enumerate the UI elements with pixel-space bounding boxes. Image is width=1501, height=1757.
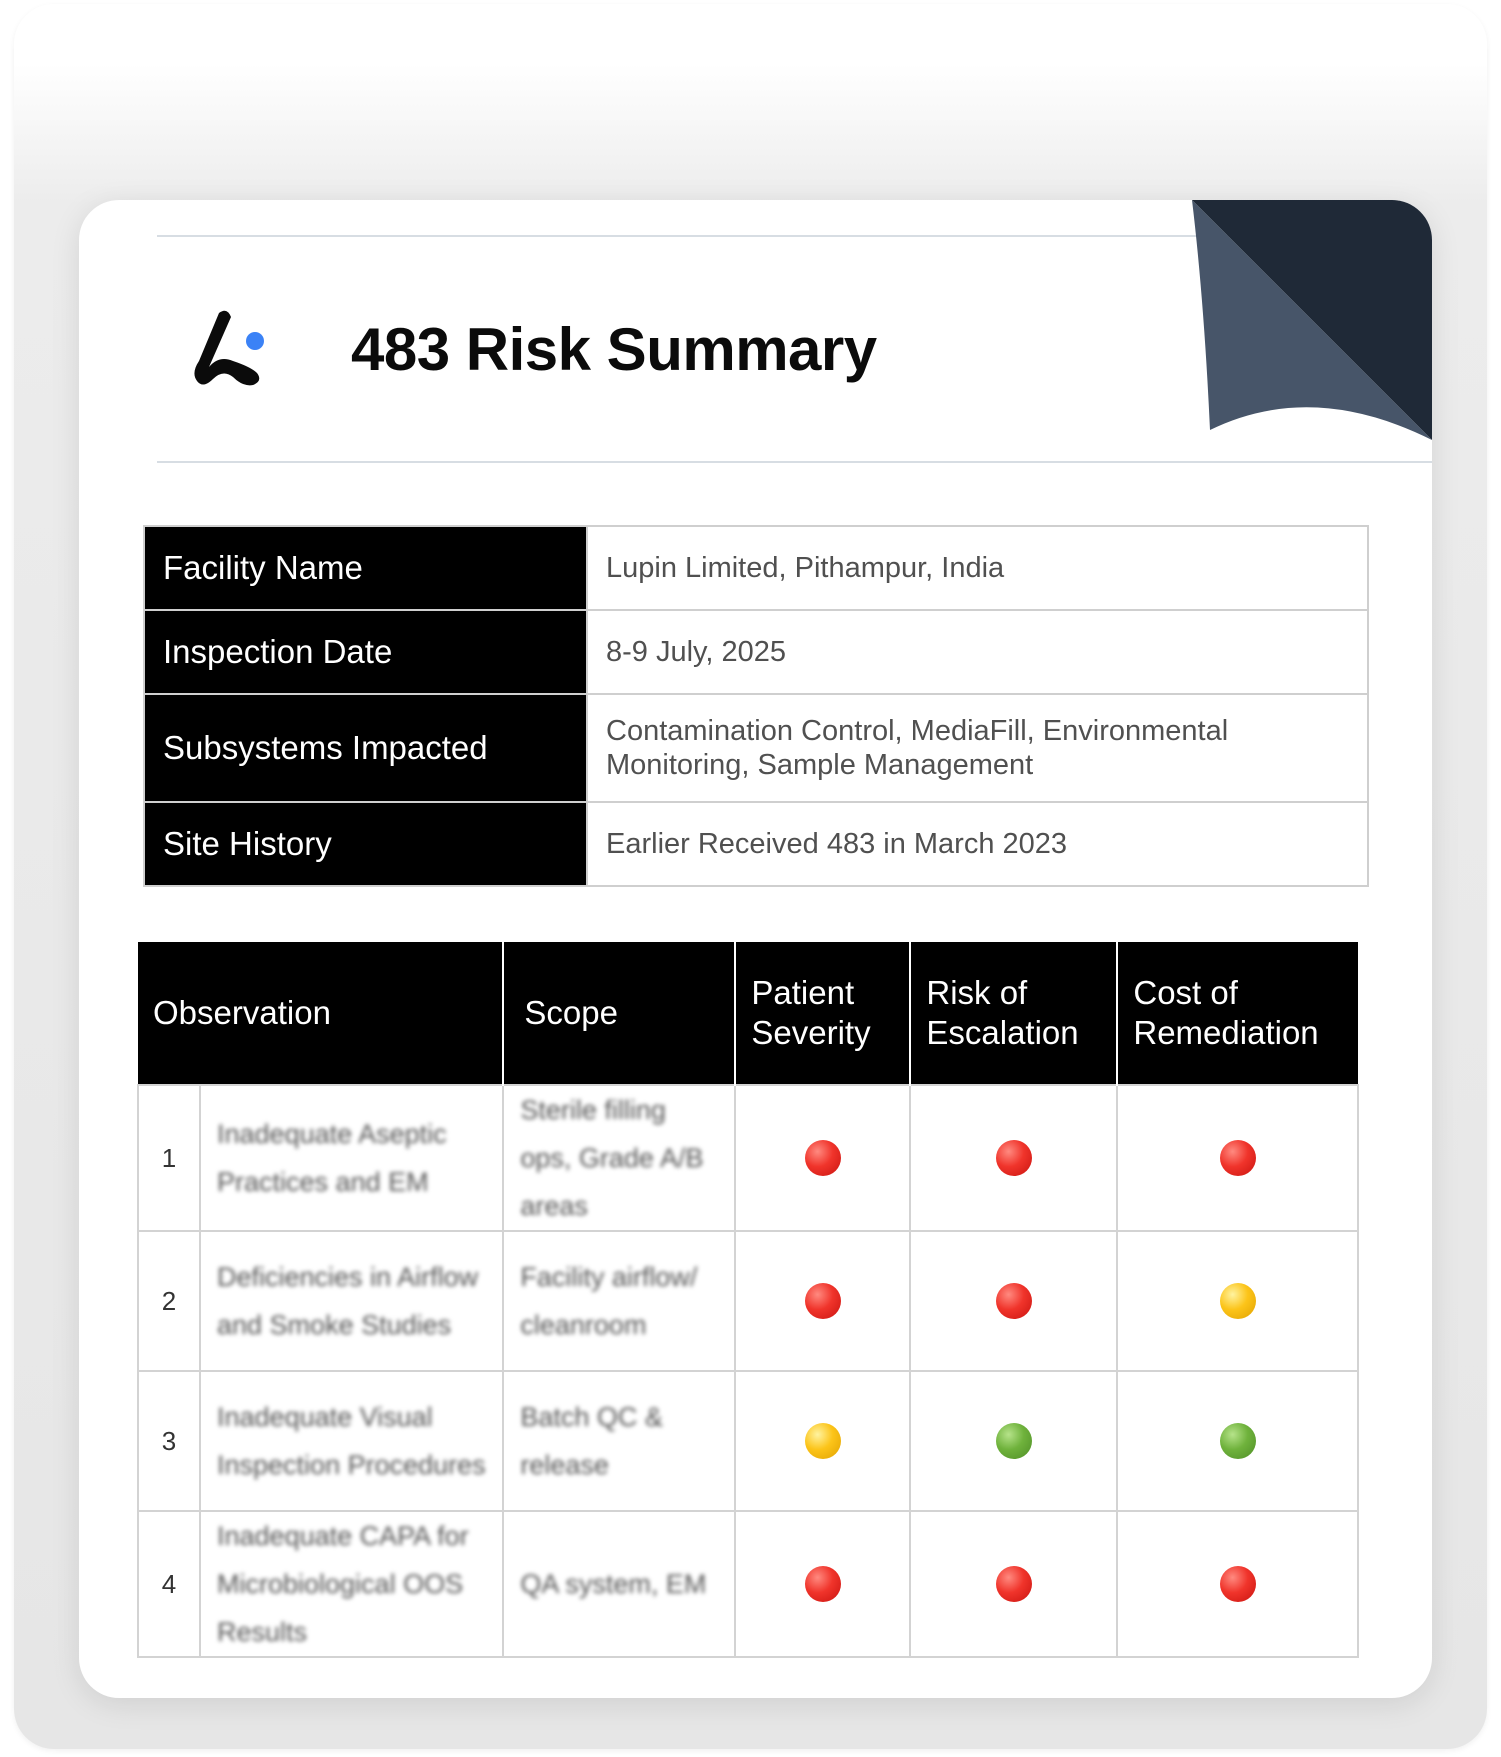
- info-row-site-history: [144, 802, 1368, 886]
- scope-text: Sterile filling ops, Grade A/B areas: [503, 1085, 735, 1231]
- header-cost-of-remediation: Cost of Remediation: [1117, 942, 1358, 1085]
- header-scope: Scope: [503, 942, 735, 1085]
- page-title: 483 Risk Summary: [351, 316, 877, 383]
- brand-logo-icon: [189, 305, 279, 395]
- observation-text: Deficiencies in Airflow and Smoke Studies: [200, 1231, 503, 1371]
- row-number: 4: [138, 1511, 200, 1657]
- red-status-dot: [1220, 1140, 1256, 1176]
- patient-severity-cell: [735, 1085, 910, 1231]
- facility-info-table: [143, 525, 1369, 887]
- row-number: 1: [138, 1085, 200, 1231]
- patient-severity-cell: [735, 1371, 910, 1511]
- info-row-subsystems-impacted: [144, 694, 1368, 802]
- yellow-status-dot: [805, 1423, 841, 1459]
- top-divider: [157, 235, 1297, 237]
- red-status-dot: [805, 1566, 841, 1602]
- observations-table: [137, 942, 1359, 1658]
- observation-text: Inadequate Visual Inspection Procedures: [200, 1371, 503, 1511]
- cost-of-remediation-cell: [1117, 1371, 1358, 1511]
- red-status-dot: [805, 1140, 841, 1176]
- red-status-dot: [1220, 1566, 1256, 1602]
- header-patient-severity: Patient Severity: [735, 942, 910, 1085]
- observations-header-row: [138, 942, 1358, 1085]
- red-status-dot: [996, 1140, 1032, 1176]
- info-value: Contamination Control, MediaFill, Environmental Monitoring, Sample Management: [587, 694, 1368, 802]
- row-number: 3: [138, 1371, 200, 1511]
- observation-text: Inadequate Aseptic Practices and EM: [200, 1085, 503, 1231]
- info-value: Earlier Received 483 in March 2023: [587, 802, 1368, 886]
- patient-severity-cell: [735, 1231, 910, 1371]
- header-observation: Observation: [138, 942, 503, 1085]
- risk-of-escalation-cell: [910, 1511, 1117, 1657]
- red-status-dot: [805, 1283, 841, 1319]
- cost-of-remediation-cell: [1117, 1231, 1358, 1371]
- red-status-dot: [996, 1283, 1032, 1319]
- info-label: Subsystems Impacted: [144, 694, 587, 802]
- header-divider: [157, 461, 1432, 463]
- info-label: Facility Name: [144, 526, 587, 610]
- info-label: Site History: [144, 802, 587, 886]
- table-row: [138, 1511, 1358, 1657]
- cost-of-remediation-cell: [1117, 1511, 1358, 1657]
- scope-text: Batch QC & release: [503, 1371, 735, 1511]
- table-row: [138, 1371, 1358, 1511]
- red-status-dot: [996, 1566, 1032, 1602]
- green-status-dot: [1220, 1423, 1256, 1459]
- header-risk-of-escalation: Risk of Escalation: [910, 942, 1117, 1085]
- report-card: [79, 200, 1432, 1698]
- risk-of-escalation-cell: [910, 1371, 1117, 1511]
- scope-text: QA system, EM: [503, 1511, 735, 1657]
- info-label: Inspection Date: [144, 610, 587, 694]
- green-status-dot: [996, 1423, 1032, 1459]
- cost-of-remediation-cell: [1117, 1085, 1358, 1231]
- page-curl-corner-icon: [1192, 200, 1432, 440]
- risk-of-escalation-cell: [910, 1085, 1117, 1231]
- scope-text: Facility airflow/ cleanroom: [503, 1231, 735, 1371]
- table-row: [138, 1231, 1358, 1371]
- info-row-facility-name: [144, 526, 1368, 610]
- row-number: 2: [138, 1231, 200, 1371]
- observation-text: Inadequate CAPA for Microbiological OOS Results: [200, 1511, 503, 1657]
- risk-of-escalation-cell: [910, 1231, 1117, 1371]
- info-value: Lupin Limited, Pithampur, India: [587, 526, 1368, 610]
- patient-severity-cell: [735, 1511, 910, 1657]
- table-row: [138, 1085, 1358, 1231]
- info-row-inspection-date: [144, 610, 1368, 694]
- info-value: 8-9 July, 2025: [587, 610, 1368, 694]
- yellow-status-dot: [1220, 1283, 1256, 1319]
